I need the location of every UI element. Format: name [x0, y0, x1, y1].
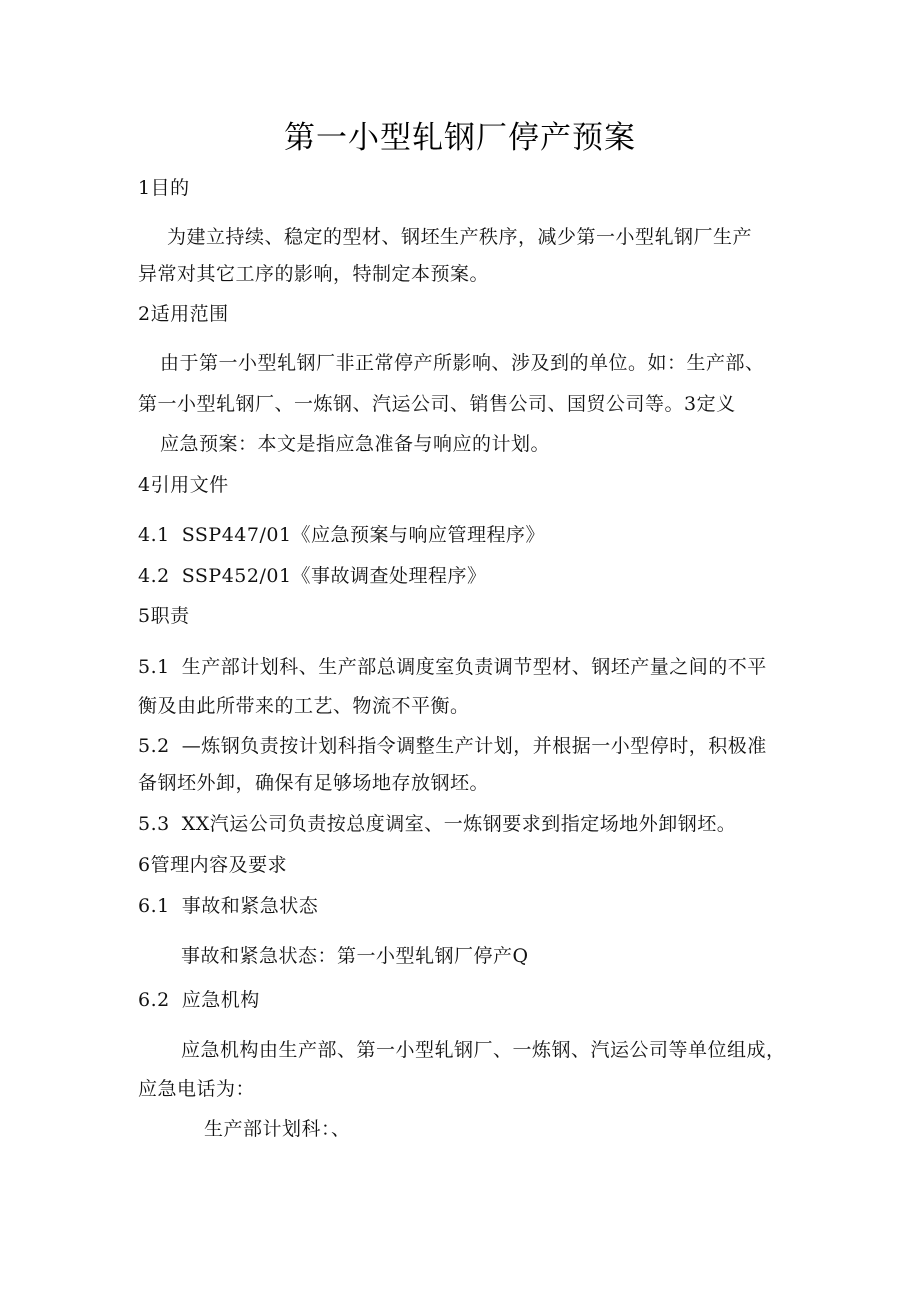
- reference-item-number: 4.2: [138, 565, 170, 587]
- subsection-6-2-number: 6.2: [138, 989, 170, 1011]
- duty-5-1-number: 5.1: [138, 656, 170, 678]
- duty-5-2-text: —炼钢负责按计划科指令调整生产计划，并根据一小型停时，积极准: [181, 735, 767, 757]
- subsection-6-1-paragraph: 事故和紧急状态：第一小型轧钢厂停产Q: [181, 945, 529, 967]
- duty-5-1-line-1: [138, 655, 767, 679]
- section-5-heading: 5职责: [138, 605, 190, 627]
- section-4-heading: 4引用文件: [138, 474, 229, 496]
- reference-item-text: SSP447/01《应急预案与响应管理程序》: [181, 524, 546, 546]
- reference-item-text: SSP452/01《事故调查处理程序》: [181, 565, 487, 587]
- reference-item-number: 4.1: [138, 524, 170, 546]
- section-6-heading: 6管理内容及要求: [138, 854, 288, 876]
- duty-5-3-line-1: [138, 812, 736, 836]
- duty-5-3-number: 5.3: [138, 813, 170, 835]
- subsection-6-1-number: 6.1: [138, 895, 170, 917]
- subsection-6-1-title: 事故和紧急状态: [181, 895, 319, 917]
- subsection-6-2-heading: [138, 988, 260, 1012]
- section-2-paragraph-line-2: 第一小型轧钢厂、一炼钢、汽运公司、销售公司、国贸公司等。3定义: [138, 393, 736, 415]
- subsection-6-1-heading: [138, 894, 318, 918]
- duty-5-3-text: XX汽运公司负责按总度调室、一炼钢要求到指定场地外卸钢坯。: [181, 813, 737, 835]
- duty-5-1-line-2: 衡及由此所带来的工艺、物流不平衡。: [138, 695, 470, 717]
- duty-5-1-text: 生产部计划科、生产部总调度室负责调节型材、钢坯产量之间的不平: [181, 656, 767, 678]
- subsection-6-2-paragraph-line-1: 应急机构由生产部、第一小型轧钢厂、一炼钢、汽运公司等单位组成，: [181, 1039, 786, 1061]
- duty-5-2-number: 5.2: [138, 735, 170, 757]
- subsection-6-2-paragraph-line-2: 应急电话为：: [138, 1078, 256, 1100]
- emergency-phone-line: 生产部计划科：、: [204, 1118, 351, 1140]
- document-title: 第一小型轧钢厂停产预案: [284, 120, 636, 156]
- section-1-paragraph-line-1: 为建立持续、稳定的型材、钢坯生产秩序，减少第一小型轧钢厂生产: [167, 226, 753, 248]
- duty-5-2-line-2: 备钢坯外卸，确保有足够场地存放钢坯。: [138, 772, 490, 794]
- section-3-paragraph: 应急预案：本文是指应急准备与响应的计划。: [160, 433, 551, 455]
- section-2-heading: 2适用范围: [138, 303, 229, 325]
- reference-item: [138, 564, 487, 588]
- reference-item: [138, 523, 545, 547]
- duty-5-2-line-1: [138, 734, 767, 758]
- section-1-heading: 1目的: [138, 177, 190, 199]
- subsection-6-2-title: 应急机构: [181, 989, 260, 1011]
- section-1-paragraph-line-2: 异常对其它工序的影响，特制定本预案。: [138, 263, 490, 285]
- section-2-paragraph-line-1: 由于第一小型轧钢厂非正常停产所影响、涉及到的单位。如：生产部、: [160, 352, 765, 374]
